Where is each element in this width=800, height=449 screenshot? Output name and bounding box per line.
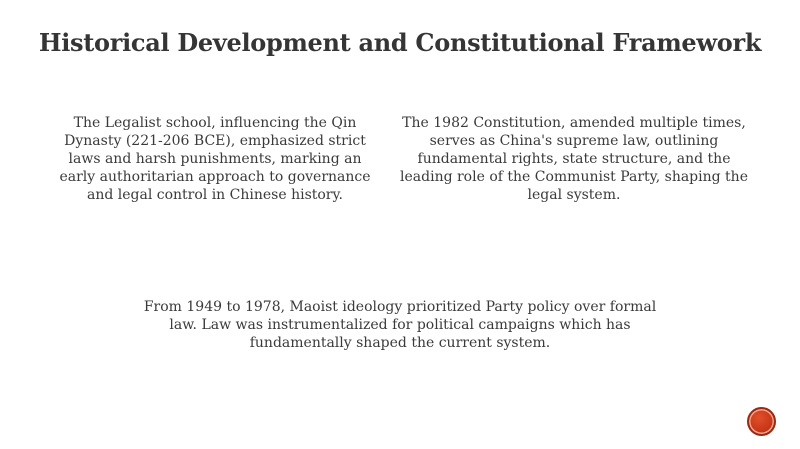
legalist-paragraph: The Legalist school, influencing the Qin Dynasty (221-206 BCE), emphasized strict laws and harsh punishments, marking an early authoritarian approach to governance and legal control in Chinese history.	[59, 115, 371, 203]
constitution-paragraph: The 1982 Constitution, amended multiple times, serves as China's supreme law, outlining fundamental rights, state structure, and the leading role of the Communist Party, shaping the legal system.	[400, 115, 748, 203]
slide-title: Historical Development and Constitutional Framework	[38, 28, 762, 57]
slide-nav-button[interactable]	[747, 407, 776, 436]
maoist-paragraph: From 1949 to 1978, Maoist ideology prioritized Party policy over formal law. Law was instrumentalized for political campaigns which has fundamentally shaped the current system.	[143, 299, 657, 351]
